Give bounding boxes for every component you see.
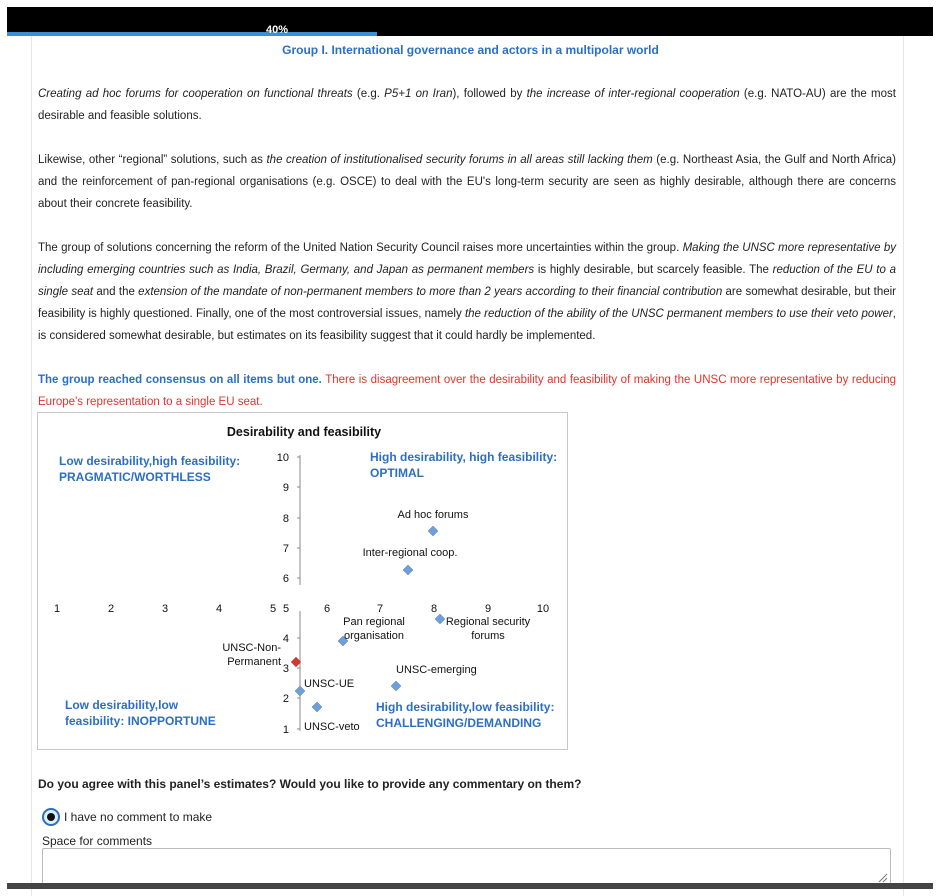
x-tick-label: 3 (161, 603, 169, 615)
y-tick-label: 2 (282, 693, 289, 705)
no-comment-label[interactable]: I have no comment to make (64, 810, 213, 824)
point-label: UNSC-emerging (396, 664, 477, 676)
quadrant-label: Low desirability,low (65, 698, 179, 712)
paragraph-2 (38, 149, 896, 215)
x-tick-label: 9 (484, 603, 492, 615)
data-point (428, 526, 438, 536)
italic-text: the increase of inter-regional cooperation (526, 88, 740, 100)
text-segment: (e.g. (352, 88, 385, 100)
y-tick-label: 6 (282, 573, 289, 585)
italic-text: the creation of institutionalised security forums in all areas still lacking them (266, 154, 653, 166)
point-label: Regional security (445, 616, 531, 628)
paragraph-1 (38, 83, 896, 127)
paragraph-3 (38, 237, 896, 347)
y-tick-label: 1 (282, 724, 289, 736)
text-segment: (e.g. NATO-AU) are the most desirable and feasible solutions. (38, 88, 896, 122)
point-label: organisation (344, 630, 404, 642)
quadrant-label: Low desirability,high feasibility: (59, 454, 241, 468)
x-tick-label: 7 (376, 603, 384, 615)
text-segment: (e.g. Northeast Asia, the Gulf and North Africa) and the reinforcement of pan-regional organisations (e.g. OSCE) to deal with the EU's long-term security are seen as highly desirable, although there are concerns about their concrete feasibility. (38, 154, 897, 210)
point-label: Inter-regional coop. (362, 547, 458, 559)
desirability-feasibility-chart (37, 412, 568, 750)
disagreement-text: There is disagreement over the desirability and feasibility of making the UNSC more representative by reducing Europe's representation to a single EU seat. (38, 374, 896, 408)
point-label: UNSC-Non- (222, 642, 281, 654)
resize-grip-icon[interactable] (878, 873, 888, 883)
quadrant-label: CHALLENGING/DEMANDING (376, 716, 542, 730)
italic-text: extension of the mandate of non-permanent members to more than 2 years according to their financial contribution (138, 286, 723, 298)
point-label: UNSC-UE (304, 678, 355, 690)
y-tick-label: 7 (282, 543, 289, 555)
panel-question: Do you agree with this panel’s estimates? Would you like to provide any commentary on them? (38, 777, 582, 791)
quadrant-label: feasibility: INOPPORTUNE (65, 714, 216, 728)
quadrant-label: OPTIMAL (370, 466, 424, 480)
y-tick-label: 10 (276, 452, 289, 464)
consensus-text: The group reached consensus on all items but one. (38, 374, 322, 386)
chart-title: Desirability and feasibility (226, 425, 382, 439)
text-segment: , is considered somewhat desirable, but estimates on its feasibility suggest that it could hardly be implemented. (38, 308, 896, 342)
point-label: UNSC-veto (304, 721, 360, 733)
x-tick-label: 5 (269, 603, 277, 615)
y-tick-label: 4 (282, 633, 289, 645)
italic-text: the reduction of the ability of the UNSC permanent members to use their veto power (464, 308, 893, 320)
horizontal-scrollbar[interactable] (7, 883, 933, 889)
comments-label: Space for comments (42, 834, 153, 848)
x-tick-label: 8 (430, 603, 438, 615)
x-tick-label: 1 (53, 603, 61, 615)
data-point (435, 614, 445, 624)
x-tick-label: 2 (107, 603, 115, 615)
italic-text: P5+1 on Iran (384, 88, 453, 100)
x-tick-label: 6 (323, 603, 331, 615)
consensus-paragraph (38, 369, 896, 413)
italic-text: reduction of the EU to a single seat (38, 264, 896, 298)
y-tick-label: 3 (282, 663, 289, 675)
data-point (312, 702, 322, 712)
data-point (403, 565, 413, 575)
point-label: Pan regional (343, 616, 405, 628)
progress-bar (7, 7, 933, 36)
no-comment-radio[interactable] (42, 808, 60, 826)
comments-textarea[interactable] (42, 848, 891, 886)
section-heading: Group I. International governance and actors in a multipolar world (282, 43, 659, 57)
italic-text: Making the UNSC more representative by including emerging countries such as India, Brazil, Germany, and Japan as permanent members (38, 242, 897, 276)
point-label: forums (471, 630, 505, 642)
x-tick-label: 5 (282, 603, 290, 615)
text-segment: are somewhat desirable, but their feasibility is highly questioned. Finally, one of the most controversial issues, namely (38, 286, 896, 320)
text-segment: and the (93, 286, 139, 298)
text-segment: is highly desirable, but scarcely feasible. The (534, 264, 773, 276)
point-label: Permanent (227, 656, 281, 668)
quadrant-label: High desirability, high feasibility: (370, 450, 558, 464)
italic-text: Creating ad hoc forums for cooperation on functional threats (38, 88, 353, 100)
text-segment: Likewise, other “regional” solutions, such as (38, 154, 267, 166)
data-point (391, 681, 401, 691)
chart-canvas (38, 413, 569, 751)
progress-label: 40% (266, 24, 289, 36)
x-tick-label: 4 (215, 603, 223, 615)
quadrant-label: PRAGMATIC/WORTHLESS (59, 470, 211, 484)
y-tick-label: 8 (282, 513, 289, 525)
text-segment: ), followed by (452, 88, 527, 100)
y-tick-label: 9 (282, 482, 289, 494)
x-tick-label: 10 (536, 603, 550, 615)
text-segment: The group of solutions concerning the reform of the United Nation Security Council raises more uncertainties within the group. (38, 242, 683, 254)
point-label: Ad hoc forums (397, 509, 469, 521)
quadrant-label: High desirability,low feasibility: (376, 700, 555, 714)
